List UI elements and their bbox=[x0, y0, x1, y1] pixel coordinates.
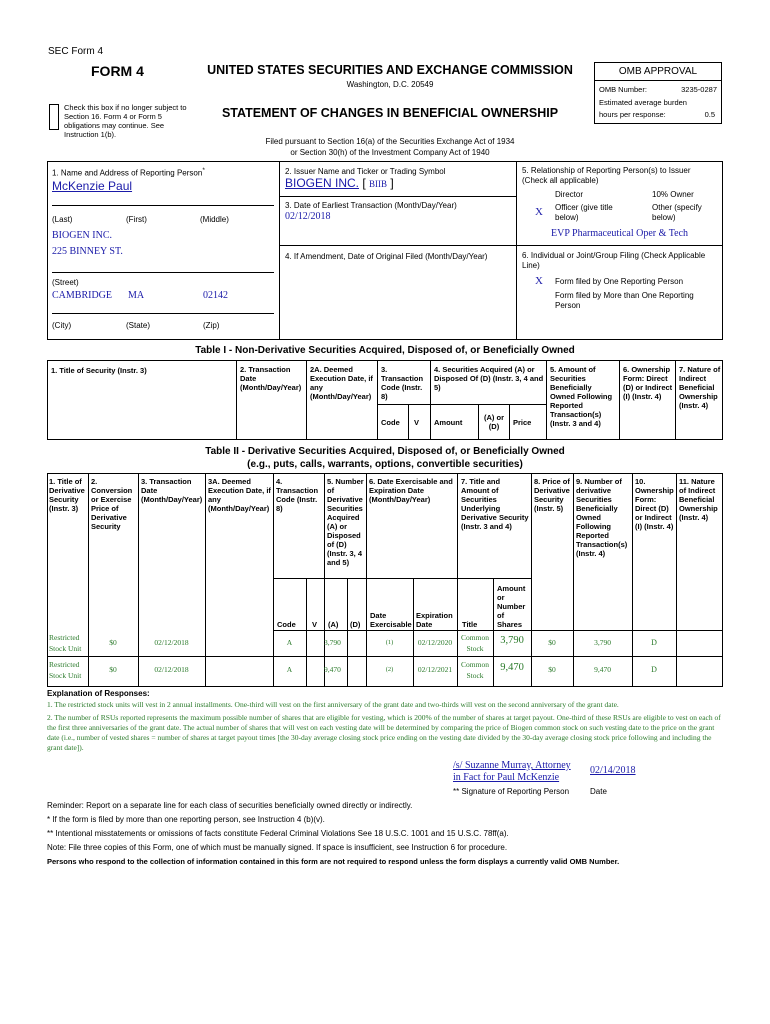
zip-value: 02142 bbox=[203, 290, 228, 301]
footnote-4: Persons who respond to the collection of information contained in this form are not required to respond unless the form displays a currently valid OMB Number. bbox=[47, 857, 620, 866]
t2-row-exp: 02/12/2020 bbox=[417, 638, 453, 647]
table1-title: Table I - Non-Derivative Securities Acquired, Disposed of, or Beneficially Owned bbox=[195, 345, 575, 356]
issuer-ticker: BIIB bbox=[369, 179, 388, 189]
footnote-1: * If the form is filed by more than one reporting person, see Instruction 4 (b)(v). bbox=[47, 815, 325, 824]
t1-price: Price bbox=[513, 418, 532, 427]
t1-col7: 7. Nature of Indirect Beneficial Ownership (Instr. 4) bbox=[679, 365, 721, 410]
t2-row-ul-amt: 9,470 bbox=[500, 662, 524, 673]
one-person-mark: X bbox=[535, 275, 543, 287]
table2-subtitle: (e.g., puts, calls, warrants, options, convertible securities) bbox=[247, 459, 523, 470]
date-label: Date bbox=[590, 787, 607, 796]
state-value: MA bbox=[128, 290, 145, 301]
t1-col3: 3. Transaction Code (Instr. 8) bbox=[381, 365, 424, 401]
last-label: (Last) bbox=[52, 215, 73, 224]
street-label: (Street) bbox=[52, 278, 79, 287]
omb-box bbox=[594, 62, 722, 124]
t1-v: V bbox=[414, 418, 420, 427]
t2-row-owned: 3,790 bbox=[594, 638, 611, 647]
relationship-label: 5. Relationship of Reporting Person(s) to Issuer (Check all applicable) bbox=[522, 166, 691, 185]
amendment-label: 4. If Amendment, Date of Original Filed (Month/Day/Year) bbox=[285, 252, 488, 261]
t2-row-px: $0 bbox=[548, 638, 556, 647]
city-value: CAMBRIDGE bbox=[52, 290, 113, 301]
footnote-3: Note: File three copies of this Form, one of which must be manually signed. If space is insufficient, see Instruction 6 for procedure. bbox=[47, 843, 508, 852]
t2-col6: 6. Date Exercisable and Expiration Date (Month/Day/Year) bbox=[369, 477, 453, 504]
footnote-2: ** Intentional misstatements or omissions of facts constitute Federal Criminal Violations See 18 U.S.C. 1001 and 15 U.S.C. 78ff(a). bbox=[47, 829, 509, 838]
reporting-person-name[interactable]: McKenzie Paul bbox=[52, 179, 133, 193]
officer-option[interactable]: Officer (give title below) bbox=[555, 203, 613, 222]
explanation-heading: Explanation of Responses: bbox=[47, 689, 150, 698]
commission-title: UNITED STATES SECURITIES AND EXCHANGE COMMISSION bbox=[207, 63, 573, 77]
state-label: (State) bbox=[126, 321, 151, 330]
t2-row-ul-amt: 3,790 bbox=[500, 635, 524, 646]
officer-mark: X bbox=[535, 206, 543, 218]
issuer-name[interactable]: BIOGEN INC. bbox=[285, 176, 360, 190]
location: Washington, D.C. 20549 bbox=[346, 80, 434, 89]
t2-d: (D) bbox=[350, 620, 361, 629]
one-person-option[interactable]: Form filed by One Reporting Person bbox=[555, 277, 684, 286]
t2-col8: 8. Price of Derivative Security (Instr. 5) bbox=[534, 477, 570, 513]
t2-row-ex: (1) bbox=[385, 639, 394, 646]
omb-burden-label: Estimated average burden bbox=[599, 98, 687, 107]
t1-aord: (A) or (D) bbox=[484, 413, 504, 431]
t2-col9: 9. Number of derivative Securities Beneficially Owned Following Reported Transaction(s) (Instr. 4) bbox=[576, 477, 628, 558]
t2-row-date: 02/12/2018 bbox=[154, 638, 189, 647]
table2-title: Table II - Derivative Securities Acquired, Disposed of, or Beneficially Owned bbox=[205, 446, 565, 457]
earliest-date-value: 02/12/2018 bbox=[285, 211, 331, 222]
t2-exp: Expiration Date bbox=[416, 611, 453, 629]
t2-row-ul-title: Common Stock bbox=[461, 633, 489, 653]
omb-hours-value: 0.5 bbox=[704, 110, 715, 119]
officer-title-value: EVP Pharmaceutical Oper & Tech bbox=[550, 228, 689, 239]
filed-pursuant-2: or Section 30(h) of the Investment Company Act of 1940 bbox=[290, 148, 490, 157]
t2-row-code: A bbox=[286, 638, 293, 647]
city-label: (City) bbox=[52, 321, 72, 330]
first-label: (First) bbox=[126, 215, 147, 224]
t2-row-title: Restricted Stock Unit bbox=[49, 660, 82, 680]
t2-row-ul-title: Common Stock bbox=[461, 660, 489, 680]
filed-pursuant-1: Filed pursuant to Section 16(a) of the Securities Exchange Act of 1934 bbox=[265, 137, 515, 146]
t1-col2a: 2A. Deemed Execution Date, if any (Month/Day/Year) bbox=[310, 365, 373, 401]
sec-form-label: SEC Form 4 bbox=[48, 46, 104, 57]
t2-row-date: 02/12/2018 bbox=[154, 665, 189, 674]
signature-date: 02/14/2018 bbox=[590, 765, 636, 776]
explanation-note-2: 2. The number of RSUs reported represents the maximum possible number of shares that are eligible for vesting, which is 200% of the number of shares at target payout. One-third of these RSUs are eligible to vest on each of the first three anniversaries of the grant date. The actual number of shares that will vest on each vesting date will be determined by comparing the price of Biogen common stock on such vesting date to the price on the grant date (i.e., number of vested shares = number of shares at target payout times [the 30-day average closing stock price ending on the vesting date divided by the 30-day average closing stock price following and including the grant date]). bbox=[47, 713, 721, 752]
t2-row-owned: 9,470 bbox=[594, 665, 611, 674]
t2-row-exp: 02/12/2021 bbox=[417, 665, 453, 674]
t2-row-px: $0 bbox=[548, 665, 556, 674]
t2-col7: 7. Title and Amount of Securities Underlying Derivative Security (Instr. 3 and 4) bbox=[461, 477, 529, 531]
t2-row-ex: (2) bbox=[385, 666, 394, 673]
zip-label: (Zip) bbox=[203, 321, 220, 330]
t2-row-price: $0 bbox=[109, 665, 117, 674]
t2-row-title: Restricted Stock Unit bbox=[49, 633, 82, 653]
no-longer-subject-checkbox[interactable] bbox=[49, 104, 59, 130]
other-option[interactable]: Other (specify below) bbox=[652, 203, 702, 222]
t2-row-a: 3,790 bbox=[324, 638, 341, 647]
omb-title: OMB APPROVAL bbox=[618, 66, 698, 77]
explanation-note-1: 1. The restricted stock units will vest in 2 annual installments. One-third will vest on the first anniversary of the grant date and two-thirds will vest on the second anniversary of the grant date. bbox=[47, 700, 619, 709]
address-line-2: 225 BINNEY ST. bbox=[52, 246, 123, 257]
form-title: FORM 4 bbox=[91, 63, 144, 79]
issuer-name-line: BIOGEN INC. [ BIIB ] bbox=[285, 176, 394, 190]
signature-label: ** Signature of Reporting Person bbox=[453, 787, 570, 796]
t1-col6: 6. Ownership Form: Direct (D) or Indirect (I) (Instr. 4) bbox=[623, 365, 673, 401]
more-persons-option[interactable]: Form filed by More than One Reporting Person bbox=[555, 291, 694, 310]
omb-number-label: OMB Number: bbox=[599, 85, 647, 94]
statement-title: STATEMENT OF CHANGES IN BENEFICIAL OWNERSHIP bbox=[221, 106, 559, 120]
t1-col2: 2. Transaction Date (Month/Day/Year) bbox=[240, 365, 302, 392]
t1-col1: 1. Title of Security (Instr. 3) bbox=[51, 366, 147, 375]
signature-line-1: /s/ Suzanne Murray, Attorney bbox=[453, 760, 571, 771]
t2-amount-shares: Amount or Number of Shares bbox=[497, 584, 526, 629]
t2-col11: 11. Nature of Indirect Beneficial Ownership (Instr. 4) bbox=[679, 477, 718, 522]
t2-col2: 2. Conversion or Exercise Price of Derivative Security bbox=[91, 477, 133, 531]
earliest-date-label: 3. Date of Earliest Transaction (Month/Day/Year) bbox=[285, 201, 457, 210]
t2-row-form: D bbox=[651, 638, 657, 647]
t2-col4: 4. Transaction Code (Instr. 8) bbox=[276, 477, 319, 513]
t2-row-price: $0 bbox=[109, 638, 117, 647]
t2-col10: 10. Ownership Form: Direct (D) or Indirect (I) (Instr. 4) bbox=[635, 477, 674, 531]
director-option[interactable]: Director bbox=[555, 190, 584, 199]
middle-label: (Middle) bbox=[200, 215, 229, 224]
t2-date-ex: Date Exercisable bbox=[370, 611, 412, 629]
reminder: Reminder: Report on a separate line for each class of securities beneficially owned directly or indirectly. bbox=[47, 801, 413, 810]
t2-code: Code bbox=[277, 620, 296, 629]
t2-row-form: D bbox=[651, 665, 657, 674]
omb-hours-label: hours per response: bbox=[599, 110, 666, 119]
t2-row-a: 9,470 bbox=[324, 665, 341, 674]
t2-col3: 3. Transaction Date (Month/Day/Year) bbox=[141, 477, 203, 504]
checkbox-text: Check this box if no longer subject to Section 16. Form 4 or Form 5 obligations may continue. See Instruction 1(b). bbox=[64, 103, 187, 139]
issuer-label: 2. Issuer Name and Ticker or Trading Symbol bbox=[285, 167, 446, 176]
filing-label: 6. Individual or Joint/Group Filing (Check Applicable Line) bbox=[522, 251, 706, 270]
t2-col1: 1. Title of Derivative Security (Instr. 3) bbox=[49, 477, 85, 513]
t2-v: V bbox=[312, 620, 318, 629]
t2-a: (A) bbox=[328, 620, 339, 629]
t1-col4: 4. Securities Acquired (A) or Disposed Of (D) (Instr. 3, 4 and 5) bbox=[434, 365, 544, 392]
t1-code: Code bbox=[381, 418, 400, 427]
t1-amount: Amount bbox=[434, 418, 463, 427]
t1-col5: 5. Amount of Securities Beneficially Owned Following Reported Transaction(s) (Instr. 3 and 4) bbox=[550, 365, 613, 428]
signature-line-2: in Fact for Paul McKenzie bbox=[453, 772, 560, 783]
address-line-1: BIOGEN INC. bbox=[52, 230, 112, 241]
omb-number-value: 3235-0287 bbox=[681, 85, 717, 94]
t2-col5: 5. Number of Derivative Securities Acquired (A) or Disposed of (D) (Instr. 3, 4 and 5) bbox=[327, 477, 364, 567]
t2-title: Title bbox=[462, 620, 478, 629]
reporting-person-label: 1. Name and Address of Reporting Person* bbox=[52, 167, 205, 178]
ten-pct-option[interactable]: 10% Owner bbox=[652, 190, 694, 199]
t2-row-code: A bbox=[286, 665, 293, 674]
t2-col3a: 3A. Deemed Execution Date, if any (Month/Day/Year) bbox=[208, 477, 271, 513]
